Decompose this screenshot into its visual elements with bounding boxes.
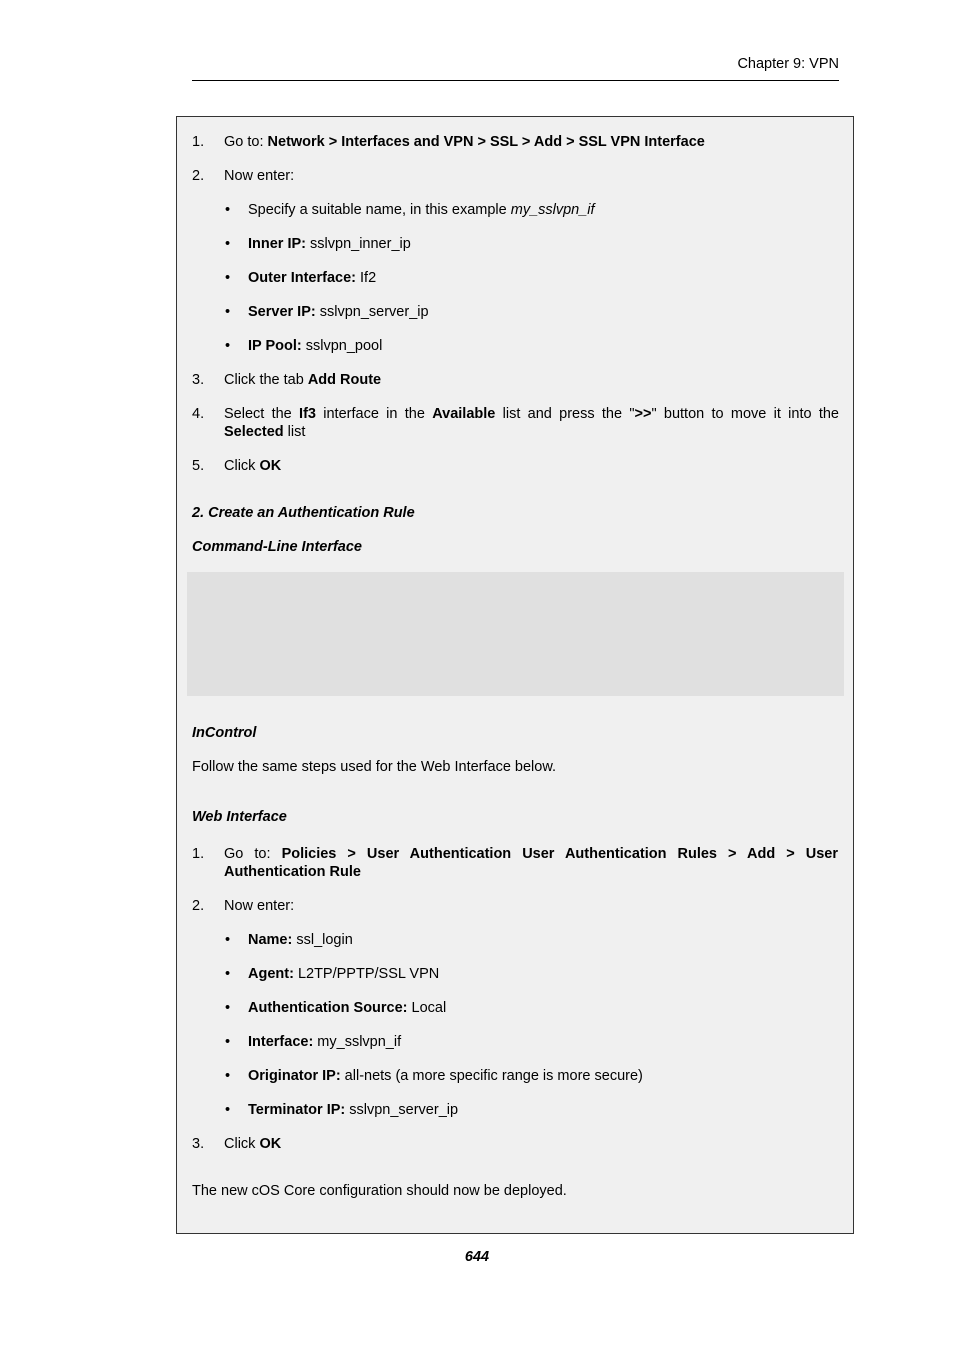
- bullet-item: [248, 201, 595, 219]
- bullet-marker: •: [225, 1068, 231, 1084]
- closing-text: The new cOS Core configuration should now be deployed.: [192, 1183, 567, 1199]
- step-number: 1.: [192, 846, 205, 862]
- step-number: 1.: [192, 134, 205, 150]
- text-run: sslvpn_server_ip: [345, 1102, 459, 1118]
- text-run: Specify a suitable name, in this example: [248, 202, 511, 218]
- chapter-title: Chapter 9: VPN: [737, 56, 839, 72]
- web-heading: Web Interface: [192, 809, 287, 825]
- cli-heading: Command-Line Interface: [192, 539, 362, 555]
- step-text: [224, 167, 839, 185]
- text-run: Go to:: [224, 846, 282, 862]
- incontrol-heading: InControl: [192, 725, 257, 741]
- bullet-item: [248, 269, 376, 287]
- bullet-item: [248, 337, 382, 355]
- text-run: Outer Interface:: [248, 270, 356, 286]
- step-text: [224, 405, 839, 441]
- text-run: Interface:: [248, 1034, 314, 1050]
- step-number: 5.: [192, 458, 205, 474]
- step-number: 2.: [192, 898, 205, 914]
- text-run: list and press the ": [495, 406, 635, 422]
- bullet-marker: •: [225, 1102, 231, 1118]
- text-run: list: [283, 424, 306, 440]
- text-run: If2: [355, 270, 377, 286]
- text-run: Go to:: [224, 134, 268, 150]
- text-run: OK: [259, 1136, 282, 1152]
- text-run: all-nets (a more specific range is more secure): [340, 1068, 643, 1084]
- text-run: Name:: [248, 932, 293, 948]
- text-run: Now enter:: [224, 168, 295, 184]
- text-run: >>: [634, 406, 652, 422]
- step-text: [224, 457, 839, 475]
- text-run: Local: [407, 1000, 447, 1016]
- text-run: Add Route: [307, 372, 382, 388]
- step-text: [224, 133, 839, 151]
- text-run: Inner IP:: [248, 236, 307, 252]
- bullet-item: [248, 999, 446, 1017]
- step-text: [224, 371, 839, 389]
- step-text: [224, 897, 839, 915]
- step-text: [224, 845, 838, 881]
- bullet-item: [248, 235, 411, 253]
- text-run: If3: [299, 406, 316, 422]
- incontrol-text: Follow the same steps used for the Web Interface below.: [192, 759, 557, 775]
- text-run: sslvpn_inner_ip: [306, 236, 411, 252]
- step-number: 3.: [192, 372, 205, 388]
- bullet-marker: •: [225, 1034, 231, 1050]
- text-run: sslvpn_pool: [301, 338, 383, 354]
- bullet-marker: •: [225, 932, 231, 948]
- text-run: L2TP/PPTP/SSL VPN: [293, 966, 440, 982]
- step-number: 3.: [192, 1136, 205, 1152]
- text-run: OK: [259, 458, 282, 474]
- text-run: " button to move it into the: [651, 406, 839, 422]
- section-title: 2. Create an Authentication Rule: [192, 505, 415, 521]
- text-run: Click the tab: [224, 372, 308, 388]
- text-run: Now enter:: [224, 898, 295, 914]
- bullet-marker: •: [225, 270, 231, 286]
- bullet-item: [248, 1067, 643, 1085]
- text-run: sslvpn_server_ip: [315, 304, 429, 320]
- bullet-item: [248, 303, 429, 321]
- bullet-item: [248, 1101, 458, 1119]
- text-run: Available: [432, 406, 496, 422]
- bullet-item: [248, 931, 353, 949]
- bullet-marker: •: [225, 338, 231, 354]
- bullet-item: [248, 965, 439, 983]
- step-text: [224, 1135, 839, 1153]
- text-run: Originator IP:: [248, 1068, 341, 1084]
- text-run: Authentication Source:: [248, 1000, 408, 1016]
- text-run: Network > Interfaces and VPN > SSL > Add > SSL VPN Interface: [267, 134, 705, 150]
- text-run: Terminator IP:: [248, 1102, 346, 1118]
- bullet-marker: •: [225, 1000, 231, 1016]
- text-run: ssl_login: [292, 932, 353, 948]
- text-run: my_sslvpn_if: [313, 1034, 402, 1050]
- step-number: 2.: [192, 168, 205, 184]
- code-block: [187, 572, 844, 696]
- bullet-marker: •: [225, 202, 231, 218]
- page-header: [192, 56, 839, 81]
- text-run: interface in the: [315, 406, 433, 422]
- step-number: 4.: [192, 406, 205, 422]
- text-run: Server IP:: [248, 304, 316, 320]
- text-run: Policies > User Authentication User Authentication Rules > Add > User Authentication Rule: [224, 846, 838, 880]
- text-run: Click: [224, 458, 260, 474]
- text-run: Agent:: [248, 966, 294, 982]
- text-run: IP Pool:: [248, 338, 302, 354]
- text-run: Click: [224, 1136, 260, 1152]
- bullet-marker: •: [225, 304, 231, 320]
- bullet-marker: •: [225, 966, 231, 982]
- text-run: Selected: [224, 424, 284, 440]
- bullet-item: [248, 1033, 401, 1051]
- text-run: my_sslvpn_if: [510, 202, 595, 218]
- text-run: Select the: [224, 406, 300, 422]
- page-number: 644: [464, 1249, 490, 1265]
- bullet-marker: •: [225, 236, 231, 252]
